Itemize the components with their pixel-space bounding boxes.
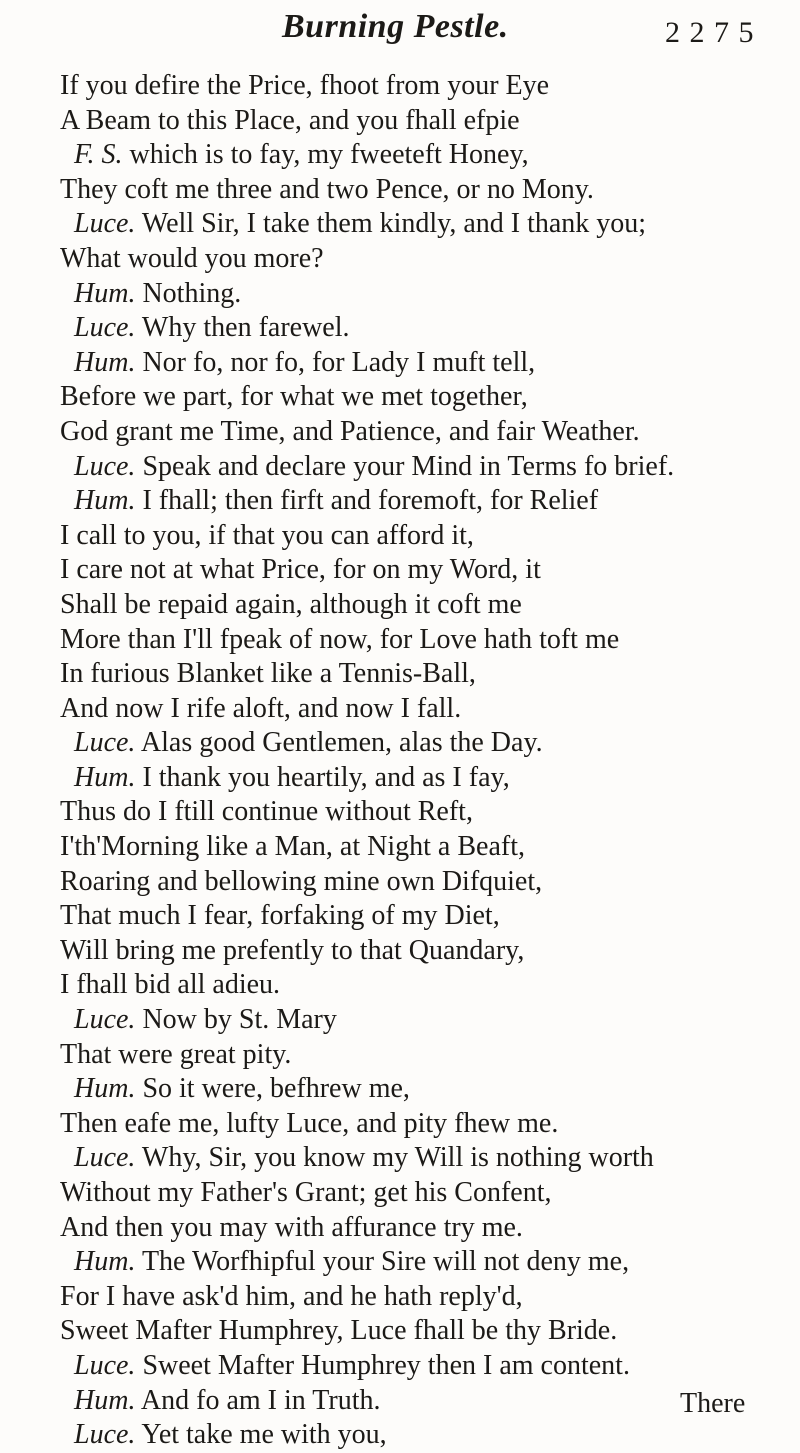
text-line	[60, 415, 800, 450]
page-header	[0, 8, 800, 58]
text-line	[60, 1280, 800, 1315]
text-line	[60, 899, 800, 934]
text-line	[60, 1141, 800, 1176]
text-line	[60, 242, 800, 277]
text-line	[60, 484, 800, 519]
speaker-name: Luce.	[74, 727, 136, 759]
running-title: Burning Pestle.	[282, 8, 509, 45]
text-line	[60, 1349, 800, 1384]
speaker-name: Hum.	[74, 1246, 136, 1278]
text-line	[60, 553, 800, 588]
text-line	[60, 657, 800, 692]
catchword: There	[680, 1388, 746, 1419]
line-text: Nor fo, nor fo, for Lady I muft tell,	[135, 346, 536, 378]
line-text: Without my Father's Grant; get his Confent,	[60, 1177, 552, 1208]
text-line	[60, 380, 800, 415]
text-line	[60, 207, 800, 242]
text-line	[60, 311, 800, 346]
line-text: Thus do I ftill continue without Reft,	[60, 796, 473, 828]
play-text	[60, 69, 800, 1453]
text-line	[60, 1176, 800, 1211]
text-line	[60, 865, 800, 900]
speaker-name: Hum.	[74, 277, 136, 309]
line-text: That much I fear, forfaking of my Diet,	[60, 900, 500, 932]
line-text: Why, Sir, you know my Will is nothing worth	[135, 1142, 654, 1174]
text-line	[60, 1072, 800, 1107]
line-text: In furious Blanket like a Tennis-Ball,	[60, 658, 476, 690]
line-text: I thank you heartily, and as I fay,	[135, 761, 510, 793]
speaker-name: Luce.	[74, 450, 136, 482]
speaker-name: Hum.	[74, 1073, 136, 1105]
line-text: And then you may with affurance try me.	[60, 1211, 523, 1243]
speaker-name: Luce.	[74, 1142, 136, 1174]
text-line	[60, 726, 800, 761]
line-text: Sweet Mafter Humphrey, Luce fhall be thy Bride.	[60, 1315, 618, 1347]
line-text: Nothing.	[135, 277, 242, 309]
line-text: Sweet Mafter Humphrey then I am content.	[135, 1349, 630, 1381]
line-text: Why then farewel.	[135, 312, 350, 344]
text-line	[60, 450, 800, 485]
line-text: I fhall bid all adieu.	[60, 969, 281, 1001]
speaker-name: Hum.	[74, 761, 136, 793]
line-text: Before we part, for what we met together,	[60, 381, 528, 413]
text-line	[60, 1107, 800, 1142]
text-line	[60, 1245, 800, 1280]
speaker-name: Luce.	[74, 1419, 136, 1451]
speaker-name: Hum.	[74, 1384, 136, 1416]
page-number: 2 2 7 5	[665, 16, 755, 49]
text-line	[60, 104, 800, 139]
speaker-name: Hum.	[74, 485, 136, 517]
line-text: Alas good Gentlemen, alas the Day.	[135, 727, 543, 759]
line-text: And now I rife aloft, and now I fall.	[60, 692, 462, 724]
line-text: I'th'Morning like a Man, at Night a Beaft,	[60, 831, 525, 863]
line-text: Yet take me with you,	[135, 1419, 387, 1451]
line-text: which is to fay, my fweeteft Honey,	[122, 139, 529, 171]
text-line	[60, 968, 800, 1003]
line-text: So it were, befhrew me,	[135, 1073, 410, 1105]
line-text: Will bring me prefently to that Quandary,	[60, 934, 525, 966]
line-text: Shall be repaid again, although it coft me	[60, 588, 522, 620]
line-text: Roaring and bellowing mine own Difquiet,	[60, 865, 543, 897]
line-text: Well Sir, I take them kindly, and I thank you;	[135, 208, 647, 240]
text-line	[60, 519, 800, 554]
text-line	[60, 1211, 800, 1246]
text-line	[60, 346, 800, 381]
text-line	[60, 69, 800, 104]
line-text: What would you more?	[60, 242, 324, 274]
speaker-name: Luce.	[74, 312, 136, 344]
line-text: I fhall; then firft and foremoft, for Relief	[135, 485, 599, 517]
line-text: A Beam to this Place, and you fhall efpie	[60, 104, 520, 136]
text-line	[60, 795, 800, 830]
line-text: God grant me Time, and Patience, and fair Weather.	[60, 415, 640, 447]
text-line	[60, 138, 800, 173]
line-text: Then eafe me, lufty Luce, and pity fhew me.	[60, 1107, 559, 1139]
text-line	[60, 1003, 800, 1038]
line-text: For I have ask'd him, and he hath reply'd,	[60, 1280, 523, 1312]
speaker-name: Hum.	[74, 346, 136, 378]
speaker-name: Luce.	[74, 1349, 136, 1381]
line-text: Speak and declare your Mind in Terms fo brief.	[135, 450, 675, 482]
line-text: More than I'll fpeak of now, for Love hath toft me	[60, 623, 620, 655]
line-text: And fo am I in Truth.	[135, 1384, 381, 1416]
line-text: I call to you, if that you can afford it,	[60, 519, 474, 551]
speaker-name: Luce.	[74, 208, 136, 240]
line-text: They coft me three and two Pence, or no Mony.	[60, 173, 594, 205]
speaker-name: F. S.	[74, 139, 123, 171]
line-text: Now by St. Mary	[135, 1004, 337, 1036]
text-line	[60, 623, 800, 658]
line-text: I care not at what Price, for on my Word, it	[60, 554, 541, 586]
text-line	[60, 173, 800, 208]
text-line	[60, 1418, 800, 1453]
text-line	[60, 934, 800, 969]
text-line	[60, 830, 800, 865]
line-text: If you defire the Price, fhoot from your Eye	[60, 70, 550, 101]
text-line	[60, 277, 800, 312]
line-text: The Worfhipful your Sire will not deny me,	[135, 1246, 630, 1278]
text-line	[60, 761, 800, 796]
speaker-name: Luce.	[74, 1004, 136, 1036]
text-line	[60, 588, 800, 623]
line-text: That were great pity.	[60, 1038, 292, 1070]
text-line	[60, 692, 800, 727]
text-line	[60, 1038, 800, 1073]
text-line	[60, 1314, 800, 1349]
